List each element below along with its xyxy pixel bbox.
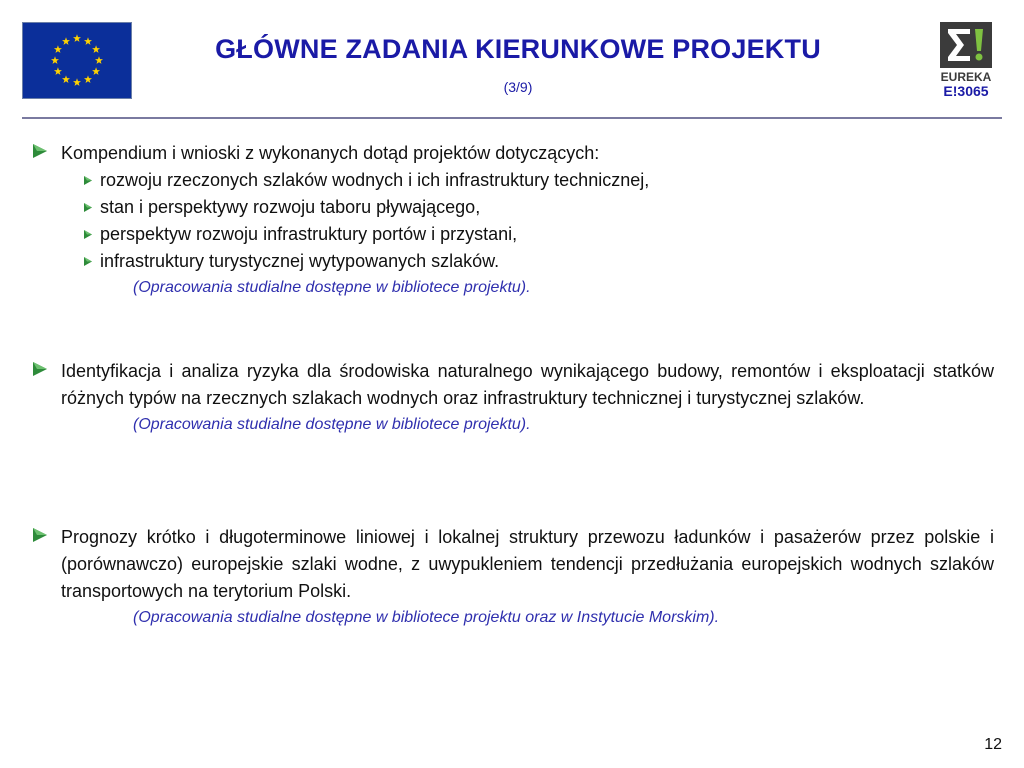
eu-star-icon xyxy=(73,78,81,86)
list-item xyxy=(83,194,994,221)
bullet-arrow-icon xyxy=(32,527,48,543)
eu-star-icon xyxy=(92,45,100,53)
list-item xyxy=(83,221,994,248)
bullet-arrow-icon xyxy=(83,256,93,267)
eu-star-icon xyxy=(54,67,62,75)
eu-flag-icon xyxy=(22,22,132,99)
list-item xyxy=(83,248,994,275)
source-note: (Opracowania studialne dostępne w bibliotece projektu). xyxy=(133,416,531,433)
eu-star-icon xyxy=(92,67,100,75)
section-risk-analysis xyxy=(32,358,994,436)
eu-star-icon xyxy=(84,37,92,45)
page-subtitle: (3/9) xyxy=(503,79,533,95)
section-text: Kompendium i wnioski z wykonanych dotąd projektów dotyczących: xyxy=(61,143,600,163)
list-item-text: infrastruktury turystycznej wytypowanych szlaków. xyxy=(100,251,500,271)
page-title: GŁÓWNE ZADANIA KIERUNKOWE PROJEKTU xyxy=(215,34,821,64)
list-item-text: perspektyw rozwoju infrastruktury portów i przystani, xyxy=(100,224,518,244)
eureka-word: EUREKA xyxy=(940,70,992,84)
list-item-text: stan i perspektywy rozwoju taboru pływającego, xyxy=(100,197,481,217)
eureka-logo xyxy=(934,22,998,102)
eu-star-icon xyxy=(54,45,62,53)
header-divider xyxy=(22,117,1002,119)
eu-star-icon xyxy=(73,34,81,42)
eureka-sigma-icon xyxy=(940,22,992,68)
eureka-code: E!3065 xyxy=(943,83,989,99)
eu-star-icon xyxy=(62,37,70,45)
bullet-arrow-icon xyxy=(83,229,93,240)
bullet-arrow-icon xyxy=(32,143,48,159)
eu-star-icon xyxy=(84,75,92,83)
sub-list xyxy=(83,167,994,275)
bullet-arrow-icon xyxy=(32,361,48,377)
list-item xyxy=(83,167,994,194)
section-compendium xyxy=(32,140,994,299)
section-forecasts xyxy=(32,524,994,629)
list-item-text: rozwoju rzeczonych szlaków wodnych i ich infrastruktury technicznej, xyxy=(100,170,650,190)
bullet-arrow-icon xyxy=(83,202,93,213)
source-note: (Opracowania studialne dostępne w bibliotece projektu oraz w Instytucie Morskim). xyxy=(133,609,720,626)
source-note: (Opracowania studialne dostępne w bibliotece projektu). xyxy=(133,279,531,296)
bullet-arrow-icon xyxy=(83,175,93,186)
page-number: 12 xyxy=(984,736,1002,753)
section-text: Prognozy krótko i długoterminowe liniowej i lokalnej struktury przewozu ładunków i pasażerów przez polskie i (porównawczo) europejskie szlaki wodne, z uwypukleniem tendencji przedłużania europejskich wodnych szlaków transportowych na terytorium Polski. xyxy=(61,527,994,601)
eu-star-icon xyxy=(95,56,103,64)
section-text: Identyfikacja i analiza ryzyka dla środowiska naturalnego wynikającego budowy, remontów i eksploatacji statków różnych typów na rzecznych szlakach wodnych oraz infrastruktury technicznej i turystycznej szlaków. xyxy=(61,361,994,408)
eu-star-icon xyxy=(62,75,70,83)
eu-star-icon xyxy=(51,56,59,64)
